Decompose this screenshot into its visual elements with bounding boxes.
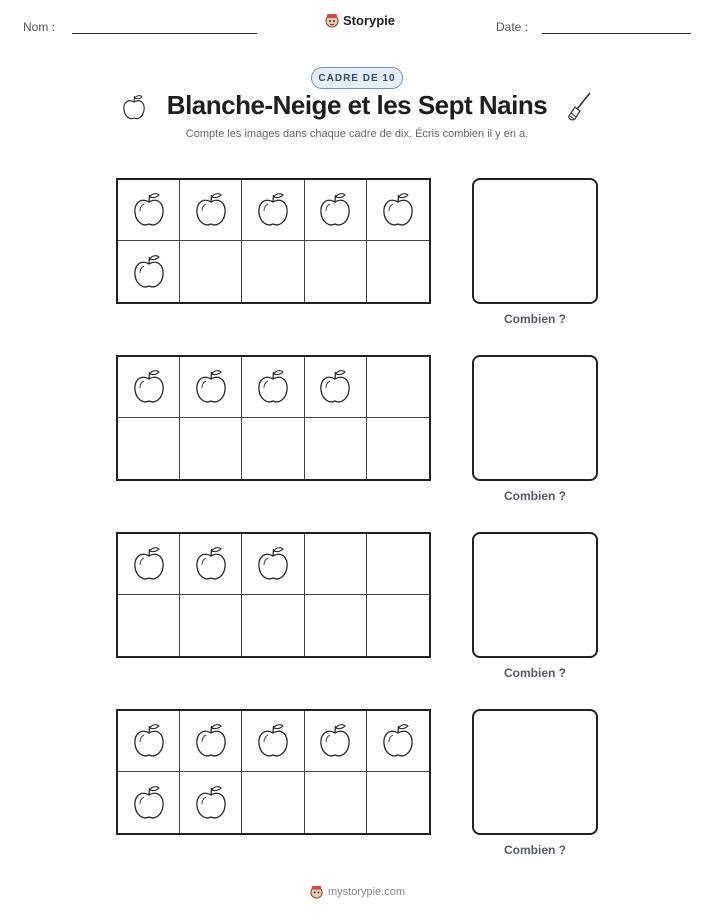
ten-frame-cell <box>118 534 180 595</box>
ten-frame-cell <box>242 534 304 595</box>
exercise-3 <box>0 532 714 682</box>
ten-frame-cell <box>242 357 304 418</box>
exercise-1 <box>0 178 714 328</box>
answer-box[interactable] <box>472 532 598 658</box>
exercise-4 <box>0 709 714 859</box>
apple-icon <box>318 368 352 406</box>
ten-frame-cell <box>180 711 242 772</box>
ten-frame <box>116 532 431 658</box>
answer-label: Combien ? <box>504 312 566 326</box>
ten-frame-cell <box>180 534 242 595</box>
name-label: Nom : <box>23 20 56 34</box>
ten-frame-cell <box>242 595 304 656</box>
apple-icon <box>256 368 290 406</box>
ten-frame-cell <box>305 772 367 833</box>
ten-frame-cell <box>242 418 304 479</box>
apple-icon <box>381 722 415 760</box>
apple-icon <box>318 722 352 760</box>
answer-label: Combien ? <box>504 489 566 503</box>
footer <box>0 884 714 899</box>
apple-icon <box>132 253 166 291</box>
answer-label: Combien ? <box>504 666 566 680</box>
date-line[interactable] <box>542 33 691 34</box>
storypie-logo <box>324 12 340 28</box>
ten-frame-cell <box>367 534 429 595</box>
ten-frame-cell <box>180 595 242 656</box>
answer-label: Combien ? <box>504 843 566 857</box>
apple-icon <box>381 191 415 229</box>
ten-frame-cell <box>118 418 180 479</box>
footer-url: mystorypie.com <box>327 885 406 898</box>
page-title: Blanche-Neige et les Sept Nains <box>166 90 548 120</box>
ten-frame-cell <box>367 772 429 833</box>
instructions: Compte les images dans chaque cadre de dix. Écris combien il y en a. <box>185 128 529 140</box>
ten-frame-cell <box>242 772 304 833</box>
apple-icon <box>194 545 228 583</box>
apple-icon <box>256 722 290 760</box>
answer-box[interactable] <box>472 178 598 304</box>
ten-frame <box>116 709 431 835</box>
ten-frame-cell <box>367 595 429 656</box>
answer-box[interactable] <box>472 355 598 481</box>
ten-frame-cell <box>367 357 429 418</box>
ten-frame-cell <box>305 418 367 479</box>
answer-box[interactable] <box>472 709 598 835</box>
brush-icon <box>565 91 593 123</box>
apple-icon <box>194 784 228 822</box>
ten-frame-cell <box>242 711 304 772</box>
storypie-logo <box>309 884 324 899</box>
ten-frame-cell <box>180 418 242 479</box>
apple-icon <box>132 722 166 760</box>
brand-name: Storypie <box>343 12 396 28</box>
ten-frame <box>116 178 431 304</box>
ten-frame-cell <box>305 241 367 302</box>
exercise-2 <box>0 355 714 505</box>
apple-icon <box>194 191 228 229</box>
ten-frame-cell <box>180 772 242 833</box>
ten-frame-cell <box>118 180 180 241</box>
ten-frame-cell <box>305 357 367 418</box>
name-line[interactable] <box>72 33 257 34</box>
brand <box>324 12 395 28</box>
apple-icon <box>256 545 290 583</box>
worksheet-type-badge: CADRE DE 10 <box>311 67 403 89</box>
apple-icon <box>132 368 166 406</box>
apple-icon <box>132 545 166 583</box>
ten-frame-cell <box>118 357 180 418</box>
ten-frame-cell <box>118 772 180 833</box>
date-label: Date : <box>496 20 529 34</box>
ten-frame-cell <box>305 711 367 772</box>
ten-frame-cell <box>118 595 180 656</box>
ten-frame-cell <box>118 711 180 772</box>
apple-icon <box>132 784 166 822</box>
ten-frame-cell <box>180 180 242 241</box>
ten-frame-cell <box>367 241 429 302</box>
ten-frame <box>116 355 431 481</box>
apple-icon <box>132 191 166 229</box>
ten-frame-cell <box>180 357 242 418</box>
ten-frame-cell <box>305 534 367 595</box>
ten-frame-cell <box>118 241 180 302</box>
apple-icon <box>194 722 228 760</box>
ten-frame-cell <box>180 241 242 302</box>
ten-frame-cell <box>305 180 367 241</box>
ten-frame-cell <box>367 711 429 772</box>
apple-icon <box>256 191 290 229</box>
ten-frame-cell <box>242 241 304 302</box>
ten-frame-cell <box>367 418 429 479</box>
ten-frame-cell <box>242 180 304 241</box>
apple-icon <box>194 368 228 406</box>
ten-frame-cell <box>367 180 429 241</box>
ten-frame-cell <box>305 595 367 656</box>
apple-icon <box>318 191 352 229</box>
